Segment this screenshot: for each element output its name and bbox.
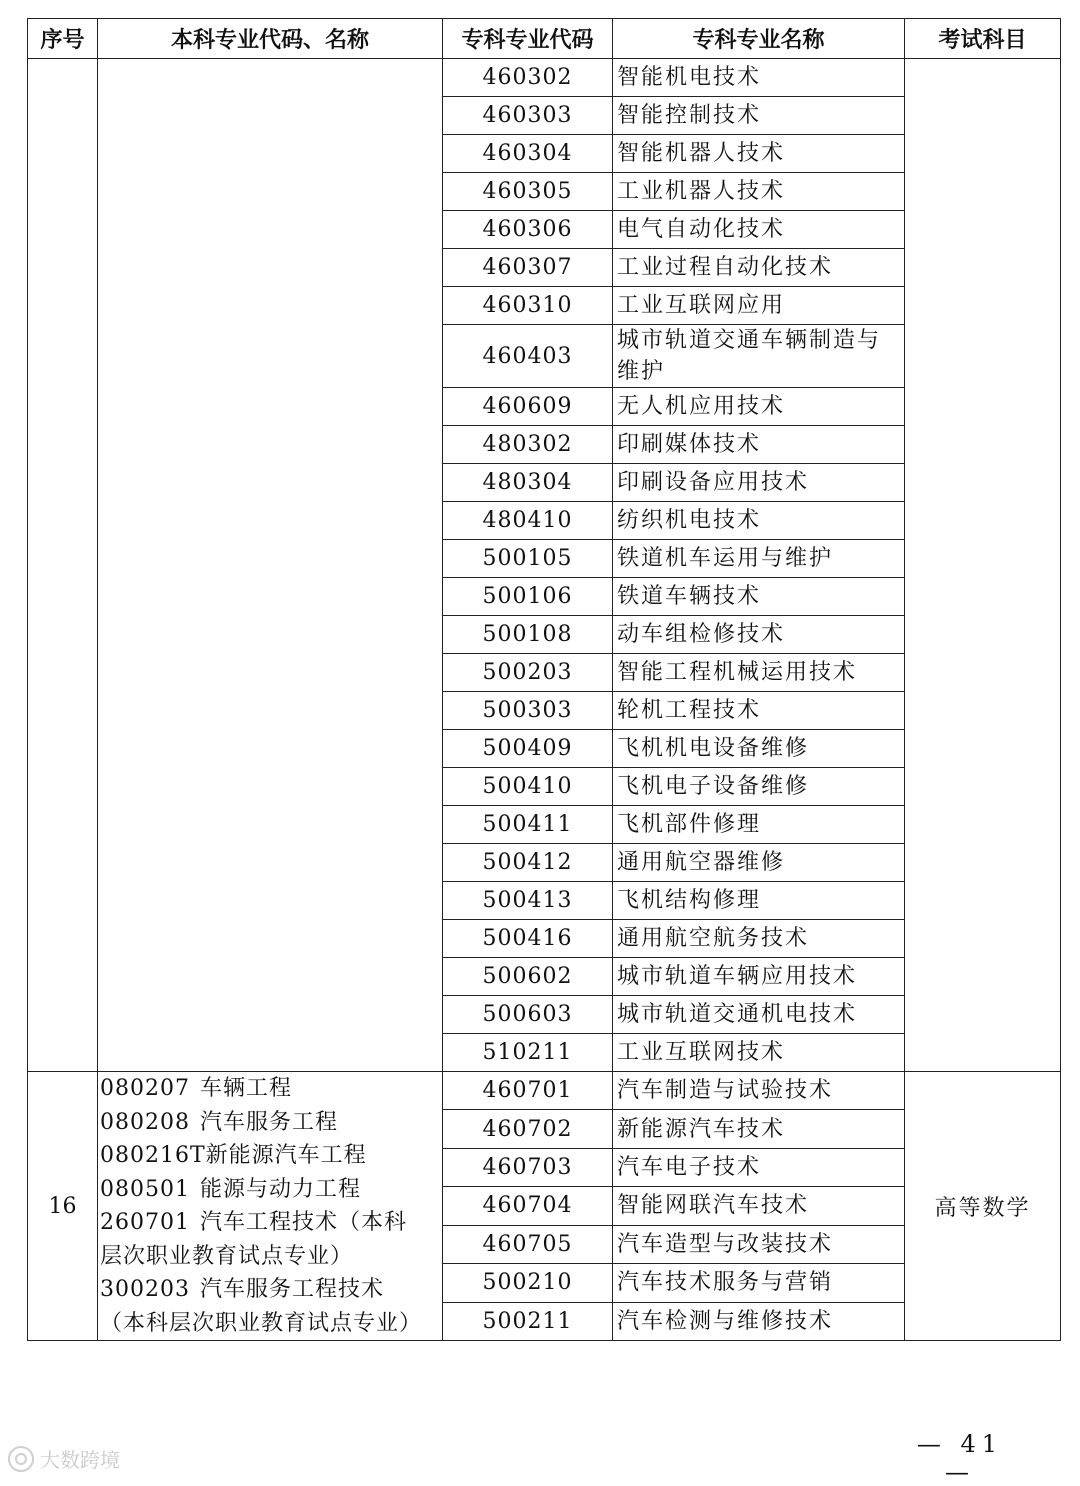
associate-name-cell: 铁道机车运用与维护 <box>613 540 905 578</box>
associate-code-cell: 480410 <box>443 502 613 540</box>
associate-name-cell: 工业机器人技术 <box>613 173 905 211</box>
associate-code-cell: 500410 <box>443 768 613 806</box>
bachelor-major-name: 汽车服务工程 <box>200 1109 339 1135</box>
associate-name-cell: 城市轨道车辆应用技术 <box>613 958 905 996</box>
associate-name-cell: 铁道车辆技术 <box>613 578 905 616</box>
bachelor-major-line <box>100 1072 442 1106</box>
associate-name-cell: 工业互联网技术 <box>613 1034 905 1072</box>
associate-code-cell: 460705 <box>443 1225 613 1263</box>
associate-code-cell: 500303 <box>443 692 613 730</box>
associate-code-cell: 460305 <box>443 173 613 211</box>
associate-code-cell: 480304 <box>443 464 613 502</box>
associate-name-cell: 智能控制技术 <box>613 97 905 135</box>
associate-name-cell: 电气自动化技术 <box>613 211 905 249</box>
watermark-logo-icon <box>8 1446 34 1472</box>
associate-name-cell: 飞机电子设备维修 <box>613 768 905 806</box>
bachelor-major-name: 层次职业教育试点专业） <box>100 1243 354 1269</box>
bachelor-major-code: 300203 <box>100 1277 190 1302</box>
bachelor-major-line <box>100 1240 442 1274</box>
bachelor-major-line <box>100 1273 442 1307</box>
associate-name-cell: 轮机工程技术 <box>613 692 905 730</box>
associate-code-cell: 460302 <box>443 59 613 97</box>
associate-code-cell: 460304 <box>443 135 613 173</box>
associate-code-cell: 460306 <box>443 211 613 249</box>
table-row <box>28 1072 1061 1110</box>
associate-code-cell: 500411 <box>443 806 613 844</box>
bachelor-major-line <box>100 1307 442 1341</box>
associate-code-cell: 500602 <box>443 958 613 996</box>
seq-cell-continued <box>28 59 98 1072</box>
associate-name-cell: 工业互联网应用 <box>613 287 905 325</box>
bachelor-major-name: 汽车服务工程技术 <box>200 1277 385 1302</box>
associate-name-cell: 无人机应用技术 <box>613 388 905 426</box>
associate-name-cell: 城市轨道交通车辆制造与维护 <box>613 325 905 388</box>
majors-table <box>27 18 1061 1341</box>
associate-code-cell: 460704 <box>443 1187 613 1225</box>
table-row <box>28 59 1061 97</box>
bachelor-major-line <box>100 1139 442 1173</box>
table-body <box>28 59 1061 1341</box>
header-bachelor-major: 本科专业代码、名称 <box>98 19 443 59</box>
associate-name-cell: 智能工程机械运用技术 <box>613 654 905 692</box>
bachelor-major-code: 080207 <box>100 1076 190 1101</box>
associate-name-cell: 飞机部件修理 <box>613 806 905 844</box>
bachelor-major-line <box>100 1173 442 1207</box>
associate-code-cell: 460701 <box>443 1072 613 1110</box>
bachelor-cell-continued <box>98 59 443 1072</box>
associate-code-cell: 510211 <box>443 1034 613 1072</box>
header-associate-code: 专科专业代码 <box>443 19 613 59</box>
header-row <box>28 19 1061 59</box>
associate-code-cell: 460609 <box>443 388 613 426</box>
associate-name-cell: 通用航空航务技术 <box>613 920 905 958</box>
bachelor-major-code: 080501 <box>100 1176 190 1202</box>
associate-name-cell: 汽车检测与维修技术 <box>613 1302 905 1340</box>
associate-name-cell: 智能机电技术 <box>613 59 905 97</box>
header-seq: 序号 <box>28 19 98 59</box>
associate-name-cell: 汽车制造与试验技术 <box>613 1072 905 1110</box>
header-associate-name: 专科专业名称 <box>613 19 905 59</box>
bachelor-major-name: 能源与动力工程 <box>200 1176 362 1202</box>
associate-code-cell: 500412 <box>443 844 613 882</box>
associate-code-cell: 500413 <box>443 882 613 920</box>
bachelor-major-line <box>100 1106 442 1140</box>
associate-name-cell: 汽车造型与改装技术 <box>613 1225 905 1263</box>
associate-name-cell: 印刷设备应用技术 <box>613 464 905 502</box>
associate-name-cell: 飞机机电设备维修 <box>613 730 905 768</box>
associate-code-cell: 480302 <box>443 426 613 464</box>
associate-code-cell: 460307 <box>443 249 613 287</box>
associate-code-cell: 500203 <box>443 654 613 692</box>
watermark <box>8 1444 120 1473</box>
bachelor-major-code: 080208 <box>100 1109 190 1135</box>
bachelor-major-name: （本科层次职业教育试点专业） <box>100 1310 423 1336</box>
associate-name-cell: 新能源汽车技术 <box>613 1110 905 1148</box>
bachelor-major-code: 260701 <box>100 1210 190 1235</box>
associate-code-cell: 460403 <box>443 325 613 388</box>
bachelor-major-name: 汽车工程技术（本科 <box>200 1210 408 1235</box>
associate-name-cell: 智能机器人技术 <box>613 135 905 173</box>
bachelor-major-name: 新能源汽车工程 <box>205 1143 367 1168</box>
associate-name-cell: 汽车电子技术 <box>613 1148 905 1186</box>
bachelor-major-code: 080216T <box>100 1143 206 1168</box>
bachelor-major-line <box>100 1206 442 1240</box>
associate-name-cell: 印刷媒体技术 <box>613 426 905 464</box>
header-exam-subject: 考试科目 <box>905 19 1061 59</box>
associate-code-cell: 460310 <box>443 287 613 325</box>
bachelor-majors-cell <box>98 1072 443 1341</box>
associate-name-cell: 动车组检修技术 <box>613 616 905 654</box>
page-number: — 41 — <box>916 1430 1004 1486</box>
seq-cell: 16 <box>28 1072 98 1341</box>
watermark-text: 大数跨境 <box>40 1448 120 1472</box>
associate-code-cell: 460303 <box>443 97 613 135</box>
associate-code-cell: 460702 <box>443 1110 613 1148</box>
associate-code-cell: 500211 <box>443 1302 613 1340</box>
associate-name-cell: 飞机结构修理 <box>613 882 905 920</box>
bachelor-major-name: 车辆工程 <box>200 1076 293 1101</box>
associate-code-cell: 500105 <box>443 540 613 578</box>
associate-name-cell: 工业过程自动化技术 <box>613 249 905 287</box>
associate-name-cell: 智能网联汽车技术 <box>613 1187 905 1225</box>
associate-name-cell: 汽车技术服务与营销 <box>613 1264 905 1302</box>
associate-code-cell: 500210 <box>443 1264 613 1302</box>
exam-subject-cell: 高等数学 <box>905 1072 1061 1341</box>
associate-name-cell: 城市轨道交通机电技术 <box>613 996 905 1034</box>
associate-name-cell: 纺织机电技术 <box>613 502 905 540</box>
associate-name-cell: 通用航空器维修 <box>613 844 905 882</box>
associate-code-cell: 500603 <box>443 996 613 1034</box>
associate-code-cell: 500108 <box>443 616 613 654</box>
associate-code-cell: 500409 <box>443 730 613 768</box>
associate-code-cell: 500106 <box>443 578 613 616</box>
subject-cell-continued <box>905 59 1061 1072</box>
associate-code-cell: 460703 <box>443 1148 613 1186</box>
associate-code-cell: 500416 <box>443 920 613 958</box>
